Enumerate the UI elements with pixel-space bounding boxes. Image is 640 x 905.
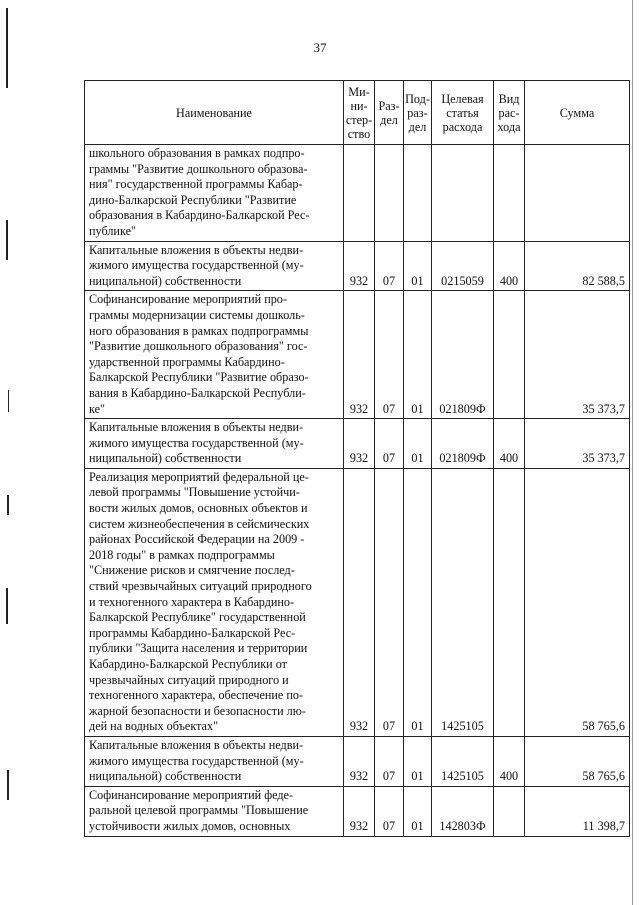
- target-article: 021809Ф: [432, 419, 494, 469]
- target-article: 021809Ф: [432, 291, 494, 419]
- expense-type: [494, 786, 525, 836]
- section-code: 07: [375, 786, 404, 836]
- ministry-code: [344, 145, 375, 242]
- subsection-code: 01: [404, 468, 432, 736]
- amount: 82 588,5: [525, 241, 630, 291]
- subsection-code: 01: [404, 419, 432, 469]
- budget-table: [84, 80, 630, 837]
- col-target-header: Целевая статья расхода: [432, 81, 494, 145]
- target-article: [432, 145, 494, 242]
- edge-mark: [632, 0, 633, 905]
- subsection-code: 01: [404, 291, 432, 419]
- header-row: [85, 81, 630, 145]
- section-code: 07: [375, 736, 404, 786]
- target-article: 1425105: [432, 468, 494, 736]
- col-sum-header: Сумма: [525, 81, 630, 145]
- expense-type: [494, 145, 525, 242]
- row-name: Капитальные вложения в объекты недви- жимого имущества государственной (му- ниципальной) собственности: [85, 736, 344, 786]
- row-name: школьного образования в рамках подпро- граммы "Развитие дошкольного образова- ния" государственной программы Кабар- дино-Балкарской Республики "Развитие образования в Кабардино-Балкарской Рес- публике": [85, 145, 344, 242]
- col-subsection-header: Под- раз- дел: [404, 81, 432, 145]
- col-name-header: Наименование: [85, 81, 344, 145]
- table-body: [85, 145, 630, 837]
- section-code: 07: [375, 241, 404, 291]
- subsection-code: [404, 145, 432, 242]
- amount: 35 373,7: [525, 291, 630, 419]
- ministry-code: 932: [344, 468, 375, 736]
- expense-type: [494, 468, 525, 736]
- amount: 58 765,6: [525, 468, 630, 736]
- expense-type: 400: [494, 419, 525, 469]
- row-name: Софинансирование мероприятий про- граммы модернизации системы дошколь- ного образования в рамках подпрограммы "Развитие дошкольного образования" гос- ударственной программы Кабардино- Балкарской Республики "Развитие образо- вания в Кабардино-Балкарской Республи- ке": [85, 291, 344, 419]
- subsection-code: 01: [404, 241, 432, 291]
- table-row: [85, 736, 630, 786]
- section-code: 07: [375, 468, 404, 736]
- ministry-code: 932: [344, 291, 375, 419]
- col-section-header: Раз- дел: [375, 81, 404, 145]
- edge-mark: [6, 8, 8, 88]
- subsection-code: 01: [404, 736, 432, 786]
- amount: 35 373,7: [525, 419, 630, 469]
- expense-type: [494, 291, 525, 419]
- ministry-code: 932: [344, 786, 375, 836]
- expense-type: 400: [494, 736, 525, 786]
- target-article: 142803Ф: [432, 786, 494, 836]
- subsection-code: 01: [404, 786, 432, 836]
- row-name: Реализация мероприятий федеральной це- левой программы "Повышение устойчи- вости жилых домов, основных объектов и систем жизнеобеспечения в сейсмических районах Российской Федерации на 2009 - 2018 годы" в рамках подпрограммы "Снижение рисков и смягчение послед- ствий чрезвычайных ситуаций природного и техногенного характера в Кабардино- Балкарской Республике" государственной программы Кабардино-Балкарской Рес- публики "Защита населения и территории Кабардино-Балкарской Республики от чрезвычайных ситуаций природного и техногенного характера, обеспечение по- жарной безопасности и безопасности лю- дей на водных объектах": [85, 468, 344, 736]
- ministry-code: 932: [344, 419, 375, 469]
- amount: [525, 145, 630, 242]
- row-name: Софинансирование мероприятий феде- ральной целевой программы "Повышение устойчивости жилых домов, основных: [85, 786, 344, 836]
- table-row: [85, 419, 630, 469]
- amount: 58 765,6: [525, 736, 630, 786]
- section-code: 07: [375, 419, 404, 469]
- amount: 11 398,7: [525, 786, 630, 836]
- ministry-code: 932: [344, 736, 375, 786]
- section-code: 07: [375, 291, 404, 419]
- target-article: 1425105: [432, 736, 494, 786]
- col-type-header: Вид рас- хода: [494, 81, 525, 145]
- expense-type: 400: [494, 241, 525, 291]
- page-number: 37: [313, 40, 327, 55]
- section-code: [375, 145, 404, 242]
- table-row: [85, 786, 630, 836]
- edge-mark: [6, 220, 8, 260]
- row-name: Капитальные вложения в объекты недви- жимого имущества государственной (му- ниципальной) собственности: [85, 419, 344, 469]
- ministry-code: 932: [344, 241, 375, 291]
- table-row: [85, 468, 630, 736]
- table-row: [85, 291, 630, 419]
- table-row: [85, 241, 630, 291]
- edge-mark: [7, 495, 9, 515]
- col-ministry-header: Ми- ни- стер- ство: [344, 81, 375, 145]
- edge-mark: [8, 390, 9, 412]
- edge-mark: [7, 770, 9, 800]
- edge-mark: [6, 588, 8, 624]
- target-article: 0215059: [432, 241, 494, 291]
- row-name: Капитальные вложения в объекты недви- жимого имущества государственной (му- ниципальной) собственности: [85, 241, 344, 291]
- table-row: [85, 145, 630, 242]
